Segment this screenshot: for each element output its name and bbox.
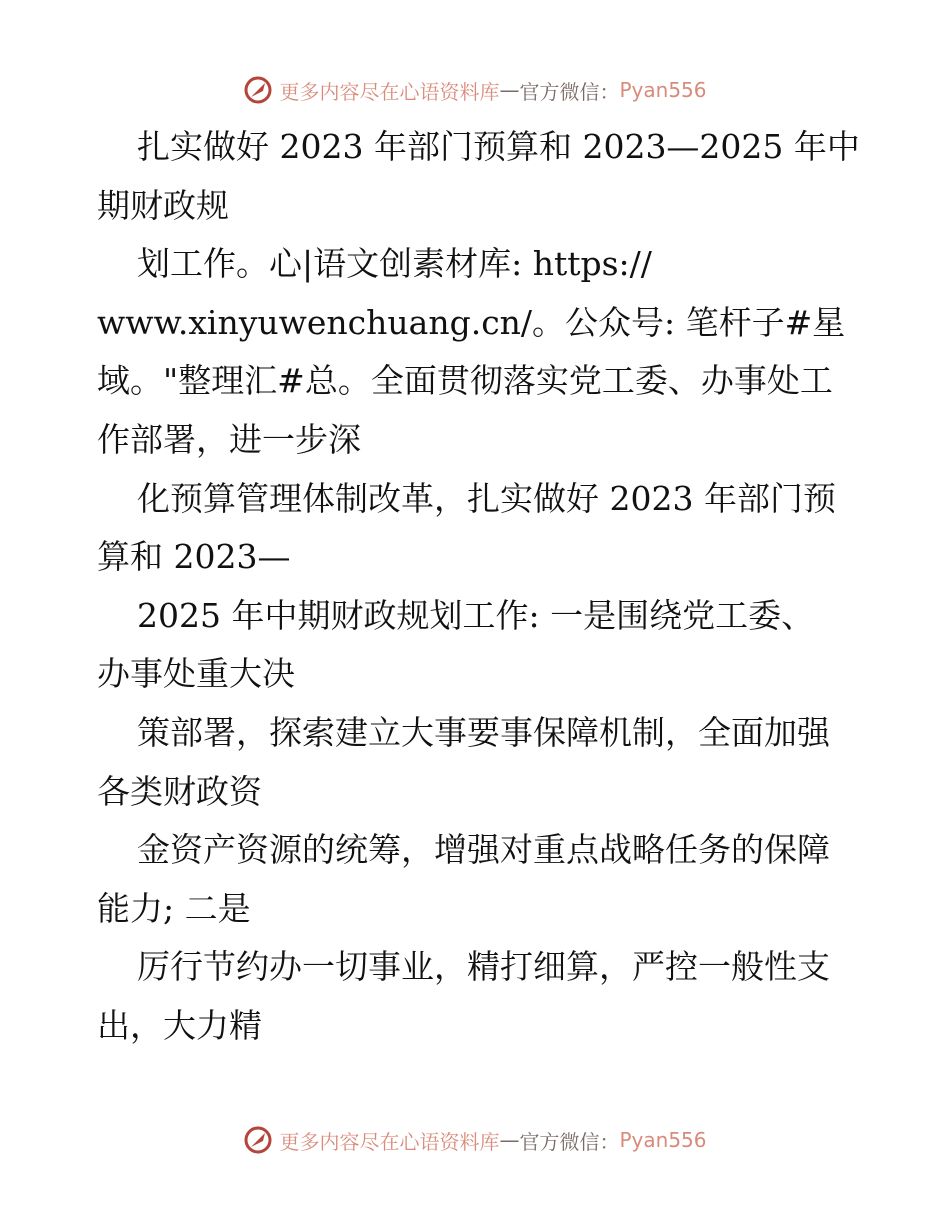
text-line: 各类财政资 (97, 771, 262, 811)
watermark-wechat-label: 官方微信： (519, 1129, 620, 1154)
text-line: 办事处重大决 (97, 654, 295, 694)
text-line: www.xinyuwenchuang.cn/。公众号: 笔杆子#星 (97, 302, 846, 342)
text-line: 2025 年中期财政规划工作: 一是围绕党工委、 (137, 595, 815, 635)
text-line: 厉行节约办一切事业，精打细算，严控一般性支 (137, 947, 830, 987)
text-line: 能力; 二是 (97, 888, 251, 928)
text-line: 金资产资源的统筹，增强对重点战略任务的保障 (137, 830, 830, 870)
header-watermark (0, 70, 950, 110)
watermark-wechat-id: Pyan556 (619, 78, 707, 102)
watermark-site: 更多内容尽在心语资料库 (279, 1129, 500, 1154)
pen-logo-icon (243, 75, 273, 105)
text-line: 策部署，探索建立大事要事保障机制，全面加强 (137, 713, 830, 752)
footer-watermark (0, 1120, 950, 1160)
text-line: 化预算管理体制改革，扎实做好 2023 年部门预 (137, 478, 836, 518)
text-line: 作部署，进一步深 (97, 420, 361, 459)
watermark-site: 更多内容尽在心语资料库 (279, 79, 500, 104)
pen-logo-icon (243, 1125, 273, 1155)
text-line: 扎实做好 2023 年部门预算和 2023—2025 年中 (137, 127, 860, 166)
watermark-dash: — (499, 1128, 520, 1152)
text-line: 划工作。心|语文创素材库: https:// (137, 244, 652, 284)
text-line: 算和 2023— (97, 537, 291, 577)
watermark-wechat-id: Pyan556 (619, 1128, 707, 1152)
text-line: 出，大力精 (97, 1006, 262, 1045)
text-line: 域。"整理汇#总。全面贯彻落实党工委、办事处工 (97, 361, 833, 401)
watermark-dash: — (499, 78, 520, 102)
text-line: 期财政规 (97, 185, 229, 225)
watermark-wechat-label: 官方微信： (519, 79, 620, 104)
